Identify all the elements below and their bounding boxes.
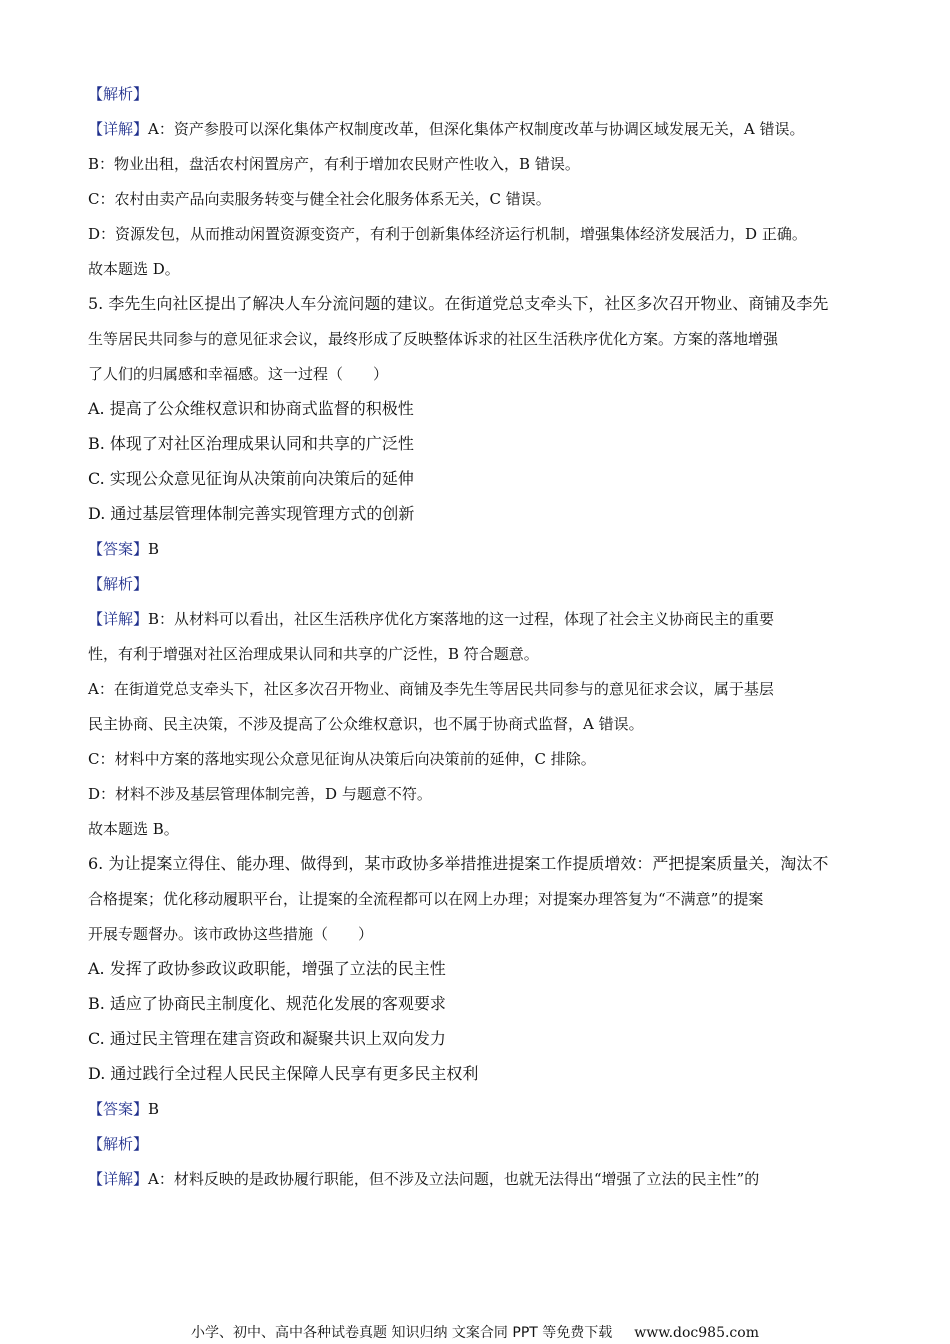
text-line [88, 609, 880, 629]
line-text: A：材料反映的是政协履行职能，但不涉及立法问题，也就无法得出“增强了立法的民主性”的 [148, 1170, 760, 1188]
line-text: 合格提案；优化移动履职平台，让提案的全流程都可以在网上办理；对提案办理答复为“不满意”的提案 [88, 890, 764, 908]
line-text: 故本题选 B。 [88, 820, 179, 838]
line-text: A：资产参股可以深化集体产权制度改革，但深化集体产权制度改革与协调区域发展无关，A 错误。 [148, 120, 805, 138]
text-line [88, 994, 880, 1014]
page-footer [0, 1322, 950, 1342]
text-line [88, 329, 880, 349]
line-text: A：在街道党总支牵头下，社区多次召开物业、商铺及李先生等居民共同参与的意见征求会议，属于基层 [88, 680, 774, 698]
line-text: B [148, 1100, 160, 1118]
section-tag: 【详解】 [88, 610, 149, 628]
line-text: C：农村由卖产品向卖服务转变与健全社会化服务体系无关，C 错误。 [88, 190, 551, 208]
text-line [88, 679, 880, 699]
line-text: B：从材料可以看出，社区生活秩序优化方案落地的这一过程，体现了社会主义协商民主的重要 [148, 610, 775, 628]
line-text: 民主协商、民主决策，不涉及提高了公众维权意识，也不属于协商式监督，A 错误。 [88, 715, 644, 733]
text-line [88, 469, 880, 489]
text-line [88, 224, 880, 244]
footer-url[interactable]: www.doc985.com [634, 1325, 759, 1341]
line-text: D：资源发包，从而推动闲置资源变资产，有利于创新集体经济运行机制，增强集体经济发展活力，D 正确。 [88, 225, 807, 243]
text-line [88, 399, 880, 419]
line-text: C. 实现公众意见征询从决策前向决策后的延伸 [88, 469, 414, 488]
section-tag: 【答案】 [88, 540, 149, 558]
line-text: A. 发挥了政协参政议政职能，增强了立法的民主性 [88, 959, 446, 978]
text-line [88, 259, 880, 279]
line-text: B. 适应了协商民主制度化、规范化发展的客观要求 [88, 994, 446, 1013]
text-line [88, 854, 880, 874]
text-line [88, 364, 880, 384]
text-line [88, 539, 880, 559]
line-text: 了人们的归属感和幸福感。这一过程（ ） [88, 365, 389, 383]
section-tag: 【解析】 [88, 85, 149, 103]
text-line [88, 784, 880, 804]
text-line [88, 434, 880, 454]
text-line [88, 504, 880, 524]
line-text: 开展专题督办。该市政协这些措施（ ） [88, 925, 374, 943]
line-text: C：材料中方案的落地实现公众意见征询从决策后向决策前的延伸，C 排除。 [88, 750, 596, 768]
line-text: D. 通过基层管理体制完善实现管理方式的创新 [88, 504, 415, 523]
text-line [88, 644, 880, 664]
line-text: A. 提高了公众维权意识和协商式监督的积极性 [88, 399, 414, 418]
section-tag: 【详解】 [88, 1170, 149, 1188]
text-line [88, 1169, 880, 1189]
text-line [88, 959, 880, 979]
text-line [88, 154, 880, 174]
text-line [88, 924, 880, 944]
line-text: D. 通过践行全过程人民民主保障人民享有更多民主权利 [88, 1064, 479, 1083]
line-text: D：材料不涉及基层管理体制完善，D 与题意不符。 [88, 785, 432, 803]
text-line [88, 1099, 880, 1119]
text-line [88, 749, 880, 769]
line-text: B. 体现了对社区治理成果认同和共享的广泛性 [88, 434, 414, 453]
line-text: B [148, 540, 160, 558]
text-line [88, 819, 880, 839]
text-line [88, 889, 880, 909]
line-text: 生等居民共同参与的意见征求会议，最终形成了反映整体诉求的社区生活秩序优化方案。方案的落地增强 [88, 330, 779, 348]
line-text: 性，有利于增强对社区治理成果认同和共享的广泛性，B 符合题意。 [88, 645, 539, 663]
line-text: 5. 李先生向社区提出了解决人车分流问题的建议。在街道党总支牵头下，社区多次召开物业、商铺及李先 [88, 294, 829, 313]
section-tag: 【答案】 [88, 1100, 149, 1118]
line-text: C. 通过民主管理在建言资政和凝聚共识上双向发力 [88, 1029, 446, 1048]
text-line [88, 189, 880, 209]
text-line [88, 714, 880, 734]
line-text: 6. 为让提案立得住、能办理、做得到，某市政协多举措推进提案工作提质增效：严把提案质量关，淘汰不 [88, 854, 829, 873]
text-line [88, 294, 880, 314]
text-line [88, 1134, 880, 1154]
line-text: B：物业出租，盘活农村闲置房产，有利于增加农民财产性收入，B 错误。 [88, 155, 580, 173]
section-tag: 【详解】 [88, 120, 149, 138]
text-line [88, 119, 880, 139]
text-line [88, 1029, 880, 1049]
text-line [88, 1064, 880, 1084]
footer-text: 小学、初中、高中各种试卷真题 知识归纳 文案合同 PPT 等免费下载 [191, 1325, 613, 1341]
line-text: 故本题选 D。 [88, 260, 180, 278]
section-tag: 【解析】 [88, 1135, 149, 1153]
text-line [88, 84, 880, 104]
text-line [88, 574, 880, 594]
section-tag: 【解析】 [88, 575, 149, 593]
